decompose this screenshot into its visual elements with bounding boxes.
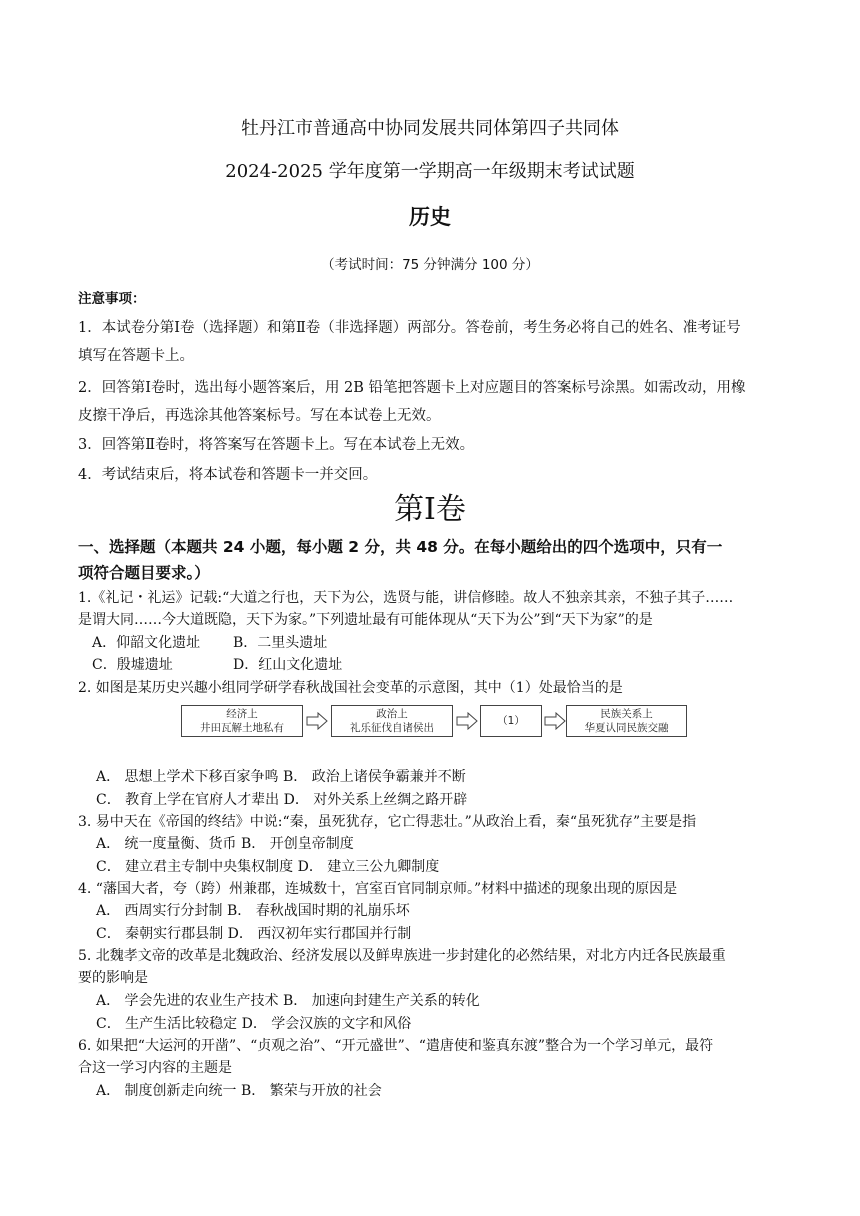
flow-box-ethnic <box>566 705 687 737</box>
section-heading-line1: 一、选择题（本题共 24 小题，每小题 2 分，共 48 分。在每小题给出的四个选项中，只有一 <box>78 538 723 556</box>
q3-stem: 3. 易中天在《帝国的终结》中说:“秦，虽死犹存，它亡得悲壮。”从政治上看，秦“虽死犹存”主要是指 <box>78 814 697 830</box>
flow-box-blank: （1） <box>480 705 542 737</box>
flow-box-economy-text: 井田瓦解土地私有 <box>200 722 284 734</box>
q3-options-ab: A． 统一度量衡、货币 B． 开创皇帝制度 <box>96 836 354 852</box>
flow-arrow-icon <box>544 712 566 730</box>
q5-stem-b: 要的影响是 <box>78 970 148 986</box>
q2-options-cd: C． 教育上学在官府人才辈出 D． 对外关系上丝绸之路开辟 <box>96 792 468 808</box>
q1-option-c: C．殷墟遗址 <box>92 657 173 673</box>
flow-box-ethnic-title: 民族关系上 <box>600 708 653 720</box>
flow-box-politics-text: 礼乐征伐自诸侯出 <box>350 722 434 734</box>
exam-title-line2: 2024-2025 学年度第一学期高一年级期末考试试题 <box>225 161 635 182</box>
notice-item-1a: 1．本试卷分第Ⅰ卷（选择题）和第Ⅱ卷（非选择题）两部分。答卷前，考生务必将自己的姓名、准考证号 <box>78 320 741 336</box>
flow-arrow-icon <box>306 712 328 730</box>
flow-box-economy <box>181 705 303 737</box>
notice-item-2a: 2．回答第Ⅰ卷时，选出每小题答案后，用 2B 铅笔把答题卡上对应题目的答案标号涂黑。如需改动，用橡 <box>78 380 746 396</box>
q1-option-d: D．红山文化遗址 <box>233 657 343 673</box>
q5-options-cd: C． 生产生活比较稳定 D． 学会汉族的文字和风俗 <box>96 1016 412 1032</box>
notice-item-3: 3．回答第Ⅱ卷时，将答案写在答题卡上。写在本试卷上无效。 <box>78 437 475 453</box>
flow-box-economy-title: 经济上 <box>226 708 258 720</box>
q6-stem-b: 合这一学习内容的主题是 <box>78 1060 232 1076</box>
q5-stem-a: 5. 北魏孝文帝的改革是北魏政治、经济发展以及鲜卑族进一步封建化的必然结果，对北方内迁各民族最重 <box>78 948 726 964</box>
notice-title: 注意事项： <box>78 291 146 307</box>
notice-item-2b: 皮擦干净后，再选涂其他答案标号。写在本试卷上无效。 <box>78 408 441 424</box>
exam-title-line1: 牡丹江市普通高中协同发展共同体第四子共同体 <box>241 118 619 139</box>
notice-item-4: 4．考试结束后，将本试卷和答题卡一并交回。 <box>78 467 378 483</box>
notice-item-1b: 填写在答题卡上。 <box>78 348 194 364</box>
volume-title: 第Ⅰ卷 <box>394 492 466 527</box>
exam-info: （考试时间：75 分钟满分 100 分） <box>321 257 539 273</box>
q1-option-b: B．二里头遗址 <box>233 635 328 651</box>
section-heading-line2: 项符合题目要求。） <box>78 564 210 582</box>
q4-stem: 4. “藩国大者，夸（跨）州兼郡，连城数十，宫室百官同制京师。”材料中描述的现象出现的原因是 <box>78 881 678 897</box>
q6-options-ab: A． 制度创新走向统一 B． 繁荣与开放的社会 <box>96 1083 382 1099</box>
q1-stem-a: 1.《礼记・礼运》记载:“大道之行也，天下为公，选贤与能，讲信修睦。故人不独亲其亲，不独子其子…… <box>78 590 734 606</box>
q6-stem-a: 6. 如果把“大运河的开凿”、“贞观之治”、“开元盛世”、“遣唐使和鉴真东渡”整合为一个学习单元，最符 <box>78 1038 714 1054</box>
q1-option-a: A．仰韶文化遗址 <box>92 635 201 651</box>
q4-options-ab: A． 西周实行分封制 B． 春秋战国时期的礼崩乐坏 <box>96 903 410 919</box>
flow-box-ethnic-text: 华夏认同民族交融 <box>584 722 669 734</box>
q1-stem-b: 是谓大同……今大道既隐，天下为家。”下列遗址最有可能体现从“天下为公”到“天下为家”的是 <box>78 612 653 628</box>
q3-options-cd: C． 建立君主专制中央集权制度 D． 建立三公九卿制度 <box>96 859 440 875</box>
q4-options-cd: C． 秦朝实行郡县制 D． 西汉初年实行郡国并行制 <box>96 926 412 942</box>
q2-stem: 2. 如图是某历史兴趣小组同学研学春秋战国社会变革的示意图，其中（1）处最恰当的是 <box>78 680 623 696</box>
q2-flow-diagram <box>181 705 687 739</box>
flow-box-politics <box>331 705 453 737</box>
flow-arrow-icon <box>456 712 478 730</box>
q5-options-ab: A． 学会先进的农业生产技术 B． 加速向封建生产关系的转化 <box>96 993 480 1009</box>
q2-options-ab: A． 思想上学术下移百家争鸣 B． 政治上诸侯争霸兼并不断 <box>96 769 466 785</box>
subject-title: 历史 <box>409 205 451 229</box>
flow-box-politics-title: 政治上 <box>376 708 408 720</box>
